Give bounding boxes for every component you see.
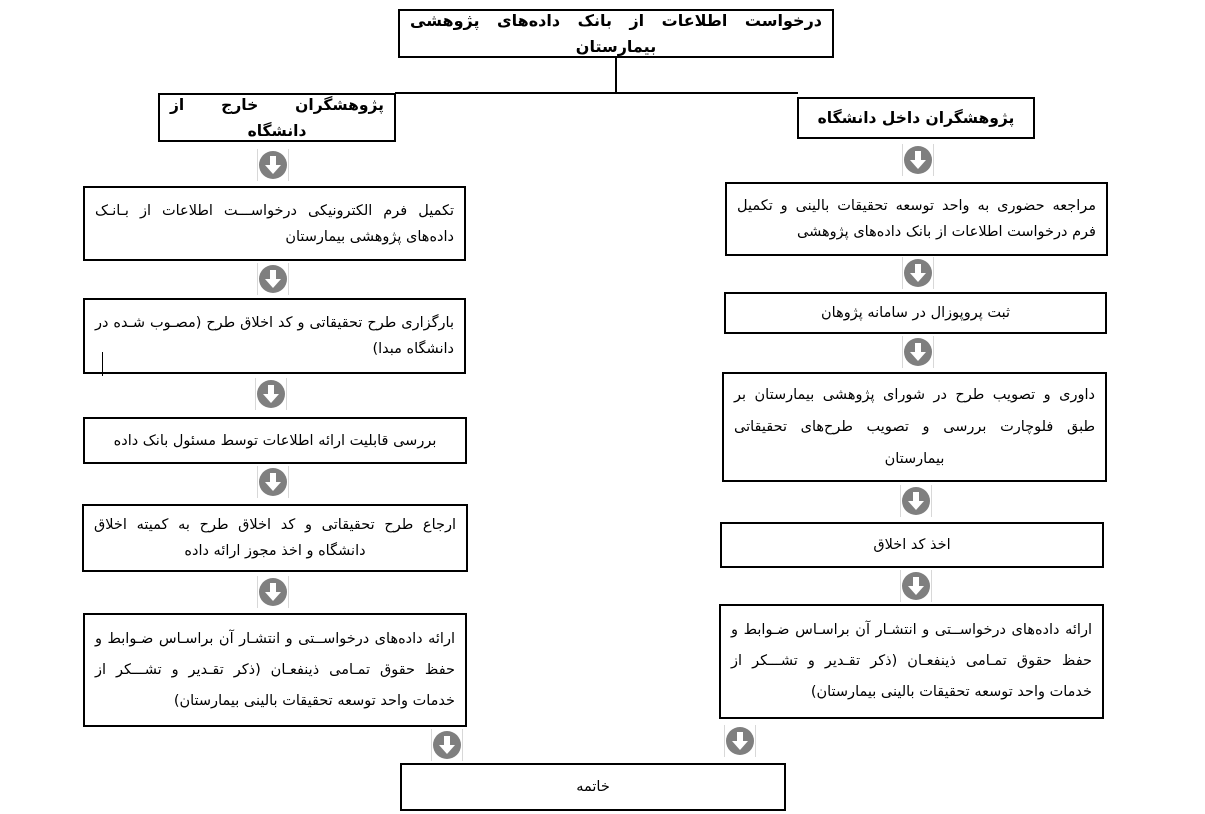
right-step-4: [720, 522, 1104, 568]
left-step-1: [83, 186, 466, 261]
left-step-3: [83, 417, 467, 464]
arrow-down-circle-icon: [900, 570, 932, 602]
left-branch-header: [158, 93, 396, 142]
left-step-5-text: ارائه داده‌های درخواســتی و انتشـار آن براسـاس ضـوابط و حفظ حقوق تمـامی ذینفعـان (ذکر تقـدیر و تشـــکر از خدمات واحد توسعه تحقیقات بالینی بیمارستان): [95, 630, 455, 709]
arrow-down-circle-icon: [902, 336, 934, 368]
arrow-down-circle-icon: [902, 257, 934, 289]
left-step-2-text: بارگزاری طرح تحقیقاتی و کد اخلاق طرح (مصـوب شـده در دانشگاه مبدا): [95, 315, 454, 357]
right-step-2-text: ثبت پروپوزال در سامانه پژوهان: [821, 305, 1010, 321]
right-step-1: [725, 182, 1108, 256]
text-cursor: [102, 352, 103, 376]
arrow-down-circle-icon: [257, 576, 289, 608]
right-step-5-text: ارائه داده‌های درخواســتی و انتشـار آن براسـاس ضـوابط و حفظ حقوق تمـامی ذینفعـان (ذکر تقـدیر و تشـــکر از خدمات واحد توسعه تحقیقات بالینی بیمارستان): [731, 622, 1092, 700]
left-step-1-text: تکمیل فرم الکترونیکی درخواســـت اطلاعات از بـانـک داده‌های پژوهشی بیمارستان: [95, 202, 454, 245]
left-step-2: [83, 298, 466, 374]
right-step-1-text: مراجعه حضوری به واحد توسعه تحقیقات بالینی و تکمیل فرم درخواست اطلاعات از بانک داده‌های پژوهشی: [737, 198, 1096, 240]
arrow-down-circle-icon: [255, 378, 287, 410]
right-header-label: پژوهشگران داخل دانشگاه: [817, 109, 1015, 127]
arrow-down-circle-icon: [900, 485, 932, 517]
end-box: [400, 763, 786, 811]
right-step-4-text: اخذ کد اخلاق: [873, 537, 951, 553]
arrow-down-circle-icon: [257, 263, 289, 295]
right-branch-header: [797, 97, 1035, 139]
connector-title-down: [615, 57, 617, 94]
left-header-label: پژوهشگران خارج از دانشگاه: [170, 95, 384, 140]
right-step-3: [722, 372, 1107, 482]
arrow-down-circle-icon: [257, 466, 289, 498]
right-step-5: [719, 604, 1104, 719]
right-step-3-text: داوری و تصویب طرح در شورای پژوهشی بیمارستان بر طبق فلوچارت بررسی و تصویب طرح‌های تحقیقاتی بیمارستان: [734, 387, 1095, 467]
arrow-down-circle-icon: [431, 729, 463, 761]
connector-horizontal: [395, 92, 798, 94]
title-box: [398, 9, 834, 58]
left-step-4-text: ارجاع طرح تحقیقاتی و کد اخلاق طرح به کمیته اخلاق دانشگاه و اخذ مجوز ارائه داده: [94, 517, 456, 559]
left-step-4: [82, 504, 468, 572]
arrow-down-circle-icon: [257, 149, 289, 181]
right-step-2: [724, 292, 1107, 334]
page-title: درخواست اطلاعات از بانک داده‌های پژوهشی بیمارستان: [410, 10, 822, 56]
end-label: خاتمه: [576, 779, 610, 795]
left-step-3-text: بررسی قابلیت ارائه اطلاعات توسط مسئول بانک داده: [113, 432, 437, 449]
left-step-5: [83, 613, 467, 727]
arrow-down-circle-icon: [724, 725, 756, 757]
arrow-down-circle-icon: [902, 144, 934, 176]
